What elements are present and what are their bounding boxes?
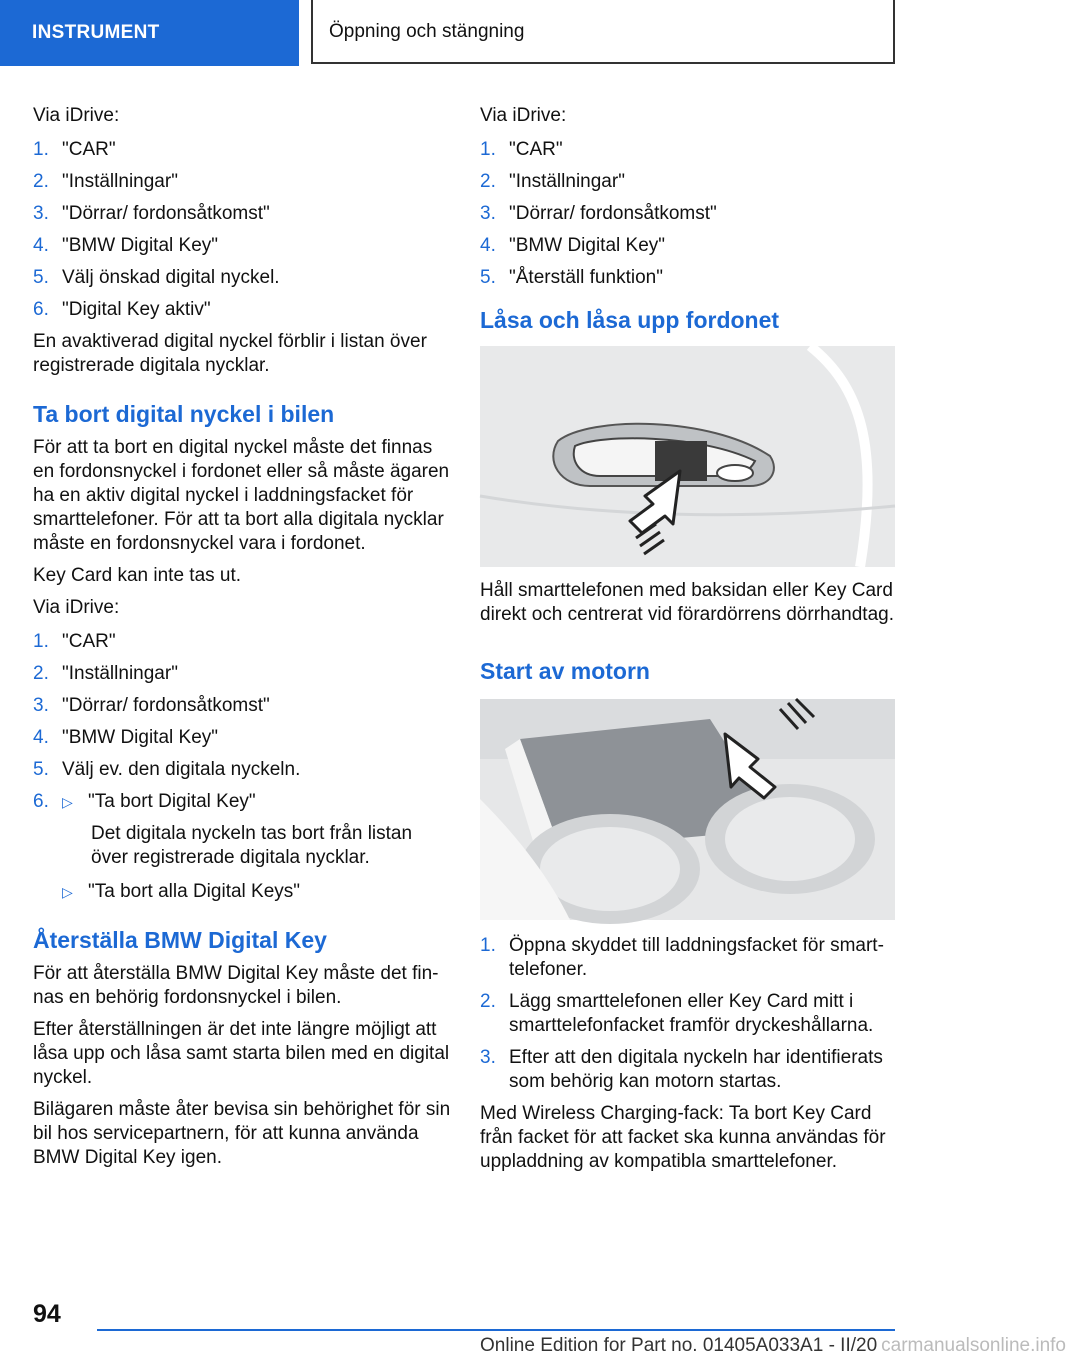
list-item: 1. Öppna skyddet till laddningsfacket för smarttelefoner. bbox=[480, 935, 884, 980]
list-item: 2. "Inställningar" bbox=[33, 171, 178, 192]
footer-edition bbox=[480, 1334, 1066, 1358]
page-number: 94 bbox=[33, 1300, 61, 1328]
list-item: 3. "Dörrar/ fordonsåtkomst" bbox=[33, 203, 270, 224]
idrive-steps-activate bbox=[33, 138, 451, 322]
list-item: 4. "BMW Digital Key" bbox=[480, 235, 666, 256]
subitem-remove-one-text: Det digitala nyckeln tas bort från listan över registrerade digitala nycklar. bbox=[91, 823, 413, 868]
heading-start-engine: Start av motorn bbox=[480, 658, 650, 684]
edition-text: Online Edition for Part no. 01405A033A1 - II/20 bbox=[480, 1335, 878, 1356]
left-column bbox=[33, 104, 451, 1178]
list-item: 1. "CAR" bbox=[33, 631, 116, 652]
idrive-steps-remove bbox=[33, 630, 451, 904]
list-item: 5. Välj ev. den digitala nyckeln. bbox=[33, 759, 301, 780]
door-handle-illustration bbox=[480, 346, 895, 567]
list-item: 4. "BMW Digital Key" bbox=[33, 727, 219, 748]
charging-tray-illustration bbox=[480, 699, 895, 920]
via-idrive-label: Via iDrive: bbox=[33, 597, 120, 618]
deactivated-note: En avaktiverad digital nyckel förblir i listan över registrerade digitala nycklar. bbox=[33, 331, 427, 376]
start-engine-steps bbox=[480, 934, 900, 1094]
heading-remove-key: Ta bort digital nyckel i bilen bbox=[33, 401, 335, 427]
list-item: 5. Välj önskad digital nyckel. bbox=[33, 267, 280, 288]
key-card-note: Key Card kan inte tas ut. bbox=[33, 565, 242, 586]
footer-divider bbox=[97, 1329, 895, 1331]
reset-paragraph-1: För att återställa BMW Digital Key måste det finnas en behörig fordonsnyckel i bilen. bbox=[33, 963, 439, 1008]
triangle-right-icon: ▷ bbox=[62, 794, 73, 810]
list-item: 2. "Inställningar" bbox=[480, 171, 625, 192]
triangle-right-icon: ▷ bbox=[62, 884, 73, 900]
watermark: carmanualsonline.info bbox=[881, 1335, 1066, 1356]
heading-reset-key: Återställa BMW Digital Key bbox=[33, 927, 327, 953]
list-item: 2. "Inställningar" bbox=[33, 663, 178, 684]
list-item: 3. "Dörrar/ fordonsåtkomst" bbox=[480, 203, 717, 224]
list-item: 6. "Digital Key aktiv" bbox=[33, 299, 211, 320]
via-idrive-label: Via iDrive: bbox=[480, 105, 567, 126]
section-tab: INSTRUMENT bbox=[0, 0, 299, 66]
list-item: 3. Efter att den digitala nyckeln har identifierats som behörig kan motorn startas. bbox=[480, 1047, 883, 1092]
list-item: 1. "CAR" bbox=[33, 139, 116, 160]
right-column bbox=[480, 104, 900, 1182]
idrive-steps-reset bbox=[480, 138, 900, 290]
subitem-remove-one: ▷ "Ta bort Digital Key" bbox=[62, 791, 256, 812]
list-item: 3. "Dörrar/ fordonsåtkomst" bbox=[33, 695, 270, 716]
list-item: 1. "CAR" bbox=[480, 139, 563, 160]
list-item: 4. "BMW Digital Key" bbox=[33, 235, 219, 256]
page-header bbox=[0, 0, 960, 68]
list-item: 5. "Återställ funktion" bbox=[480, 267, 663, 288]
subitem-remove-all: ▷ "Ta bort alla Digital Keys" bbox=[62, 881, 301, 902]
wireless-charging-note: Med Wireless Charging-fack: Ta bort Key Card från facket för att facket ska kunna användas för uppladdning av kompatibla smarttelefoner. bbox=[480, 1103, 886, 1172]
via-idrive-label: Via iDrive: bbox=[33, 105, 120, 126]
list-item: 6. ▷ "Ta bort Digital Key" Det digitala nyckeln tas bort från listan över registrerade digitala nycklar. ▷ "Ta bort alla Digital Keys" bbox=[33, 790, 451, 904]
remove-paragraph: För att ta bort en digital nyckel måste det finnas en fordonsnyckel i fordonet eller så måste ägaren ha en aktiv digital nyckel i laddningsfacket för smarttelefoner. För att ta bort alla digitala nycklar måste en fordonsnyckel vara i fordonet. bbox=[33, 437, 450, 554]
topic-title: Öppning och stängning bbox=[311, 0, 895, 64]
list-item: 2. Lägg smarttelefonen eller Key Card mitt i smarttelefonfacket framför dryckeshållarna. bbox=[480, 991, 874, 1036]
reset-paragraph-3: Bilägaren måste åter bevisa sin behörighet för sin bil hos servicepartnern, för att kunna använda BMW Digital Key igen. bbox=[33, 1099, 451, 1168]
lock-paragraph: Håll smarttelefonen med baksidan eller Key Card direkt och centrerat vid förardörrens dörrhandtag. bbox=[480, 580, 894, 625]
reset-paragraph-2: Efter återställningen är det inte längre möjligt att låsa upp och låsa samt starta bilen med en digital nyckel. bbox=[33, 1019, 450, 1088]
heading-lock-unlock: Låsa och låsa upp fordonet bbox=[480, 307, 780, 333]
